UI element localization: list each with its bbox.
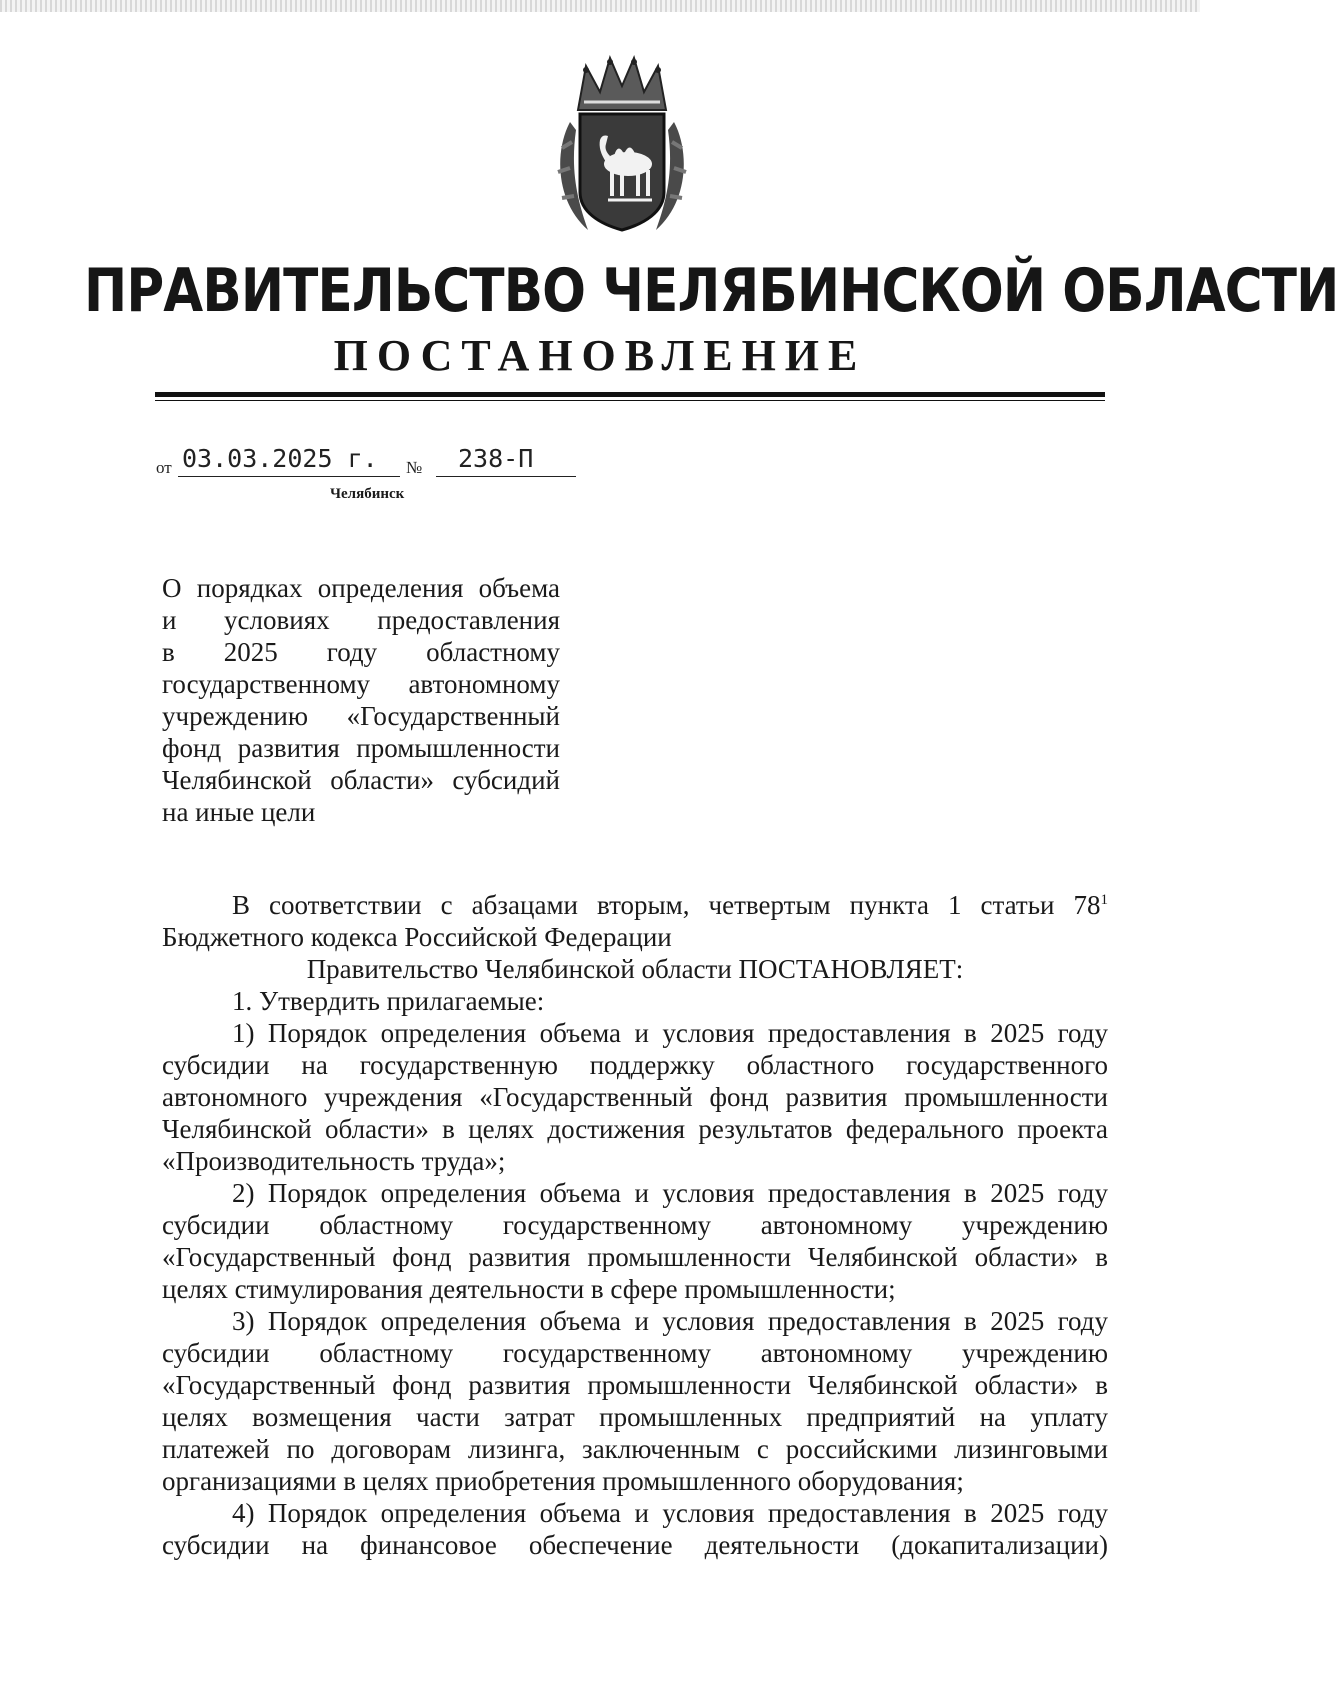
- number-underline: [436, 476, 576, 477]
- subject-line: Челябинской области» субсидий: [162, 765, 560, 795]
- subitem-3-line: «Государственный фонд развития промышленности Челябинской области» в: [162, 1370, 1108, 1400]
- document-number: 238-П: [458, 444, 534, 473]
- document-subject: [162, 572, 560, 828]
- subitem-1-line: 1) Порядок определения объема и условия предоставления в 2025 году: [232, 1018, 1108, 1048]
- subitem-2-line: целях стимулирования деятельности в сфере промышленности;: [162, 1274, 896, 1304]
- document-body: [162, 889, 1108, 1561]
- city-label: Челябинск: [330, 486, 405, 502]
- subitem-3-line: 3) Порядок определения объема и условия предоставления в 2025 году: [232, 1306, 1108, 1336]
- preamble-line: В соответствии с абзацами вторым, четвертым пункта 1 статьи $78^1$: [232, 890, 1108, 920]
- subitem-1-line: Челябинской области» в целях достижения результатов федерального проекта: [162, 1114, 1108, 1144]
- article-superscript: 1: [1100, 892, 1108, 908]
- subitem-2-line: «Государственный фонд развития промышленности Челябинской области» в: [162, 1242, 1108, 1272]
- subitem-3-line: субсидии областному государственному автономному учреждению: [162, 1338, 1108, 1368]
- scan-edge: [0, 0, 1200, 12]
- subitem-2-line: 2) Порядок определения объема и условия предоставления в 2025 году: [232, 1178, 1108, 1208]
- subitem-4-line: 4) Порядок определения объема и условия предоставления в 2025 году: [232, 1498, 1108, 1528]
- subitem-3-line: целях возмещения части затрат промышленных предприятий на уплату: [162, 1402, 1108, 1432]
- date-underline: [178, 476, 400, 477]
- subject-line: в 2025 году областному: [162, 637, 560, 667]
- header-rule-thick: [155, 392, 1105, 397]
- subitem-4-line: субсидии на финансовое обеспечение деятельности (докапитализации): [162, 1530, 1108, 1560]
- document-date: 03.03.2025 г.: [182, 444, 378, 473]
- coat-of-arms-emblem: [548, 52, 696, 244]
- number-label: №: [406, 458, 423, 477]
- subitem-3-line: платежей по договорам лизинга, заключенным с российскими лизинговыми: [162, 1434, 1108, 1464]
- subject-line: О порядках определения объема: [162, 573, 560, 603]
- subject-line: на иные цели: [162, 797, 316, 827]
- subject-line: государственному автономному: [162, 669, 560, 699]
- subitem-3-line: организациями в целях приобретения промышленного оборудования;: [162, 1466, 964, 1496]
- subitem-2-line: субсидии областному государственному автономному учреждению: [162, 1210, 1108, 1240]
- item-1: 1. Утвердить прилагаемые:: [232, 986, 545, 1016]
- subject-line: фонд развития промышленности: [162, 733, 560, 763]
- document-type-heading: ПОСТАНОВЛЕНИЕ: [333, 331, 867, 380]
- subitem-1-line: автономного учреждения «Государственный фонд развития промышленности: [162, 1082, 1108, 1112]
- preamble-line: Бюджетного кодекса Российской Федерации: [162, 922, 672, 952]
- organization-title: ПРАВИТЕЛЬСТВО ЧЕЛЯБИНСКОЙ ОБЛАСТИ: [84, 256, 1338, 326]
- subitem-1-line: субсидии на государственную поддержку областного государственного: [162, 1050, 1108, 1080]
- subject-line: учреждению «Государственный: [162, 701, 560, 731]
- header-rule-thin: [155, 400, 1105, 401]
- resolves-line: Правительство Челябинской области ПОСТАНОВЛЯЕТ:: [306, 954, 964, 984]
- from-label: от: [156, 458, 172, 477]
- crown-icon: [578, 58, 666, 110]
- subitem-1-line: «Производительность труда»;: [162, 1146, 506, 1176]
- subject-line: и условиях предоставления: [162, 605, 560, 635]
